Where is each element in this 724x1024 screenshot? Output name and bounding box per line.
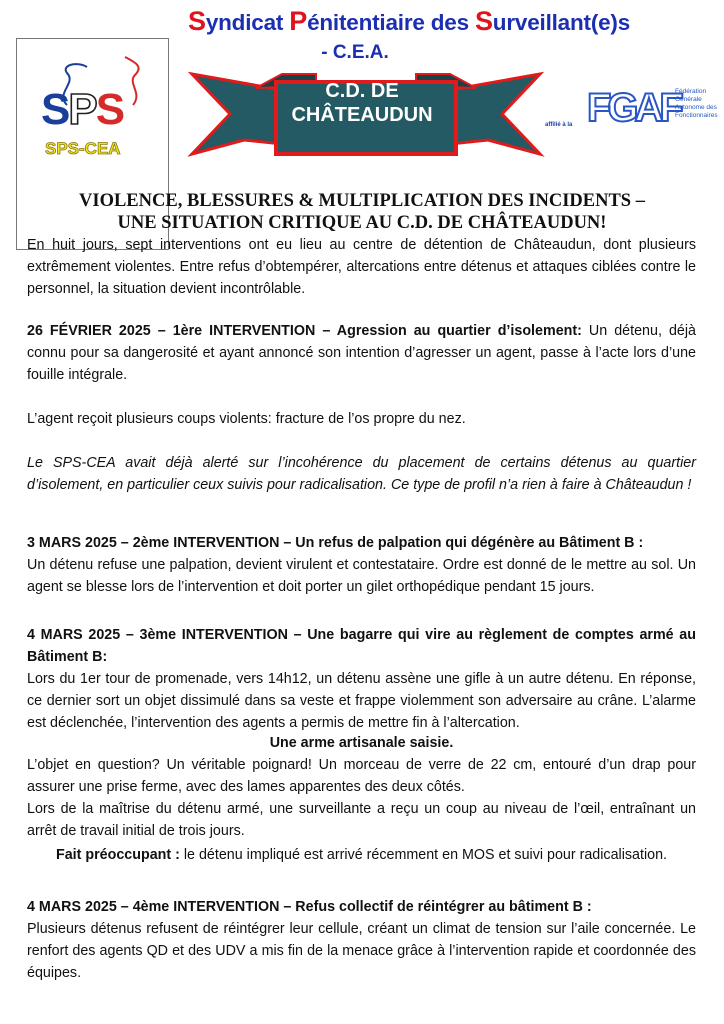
section-2-heading: 3 MARS 2025 – 2ème INTERVENTION – Un refus de palpation qui dégénère au Bâtiment B : bbox=[27, 535, 644, 552]
section-2 bbox=[27, 532, 696, 598]
section-3 bbox=[27, 624, 696, 734]
section-1 bbox=[27, 320, 696, 386]
section-1-heading: 26 FÉVRIER 2025 – 1ère INTERVENTION – Agression au quartier d’isolement: bbox=[27, 323, 582, 340]
establishment-banner: C.D. DE CHÂTEAUDUN bbox=[291, 80, 433, 126]
section-4-heading: 4 MARS 2025 – 4ème INTERVENTION – Refus collectif de réintégrer au bâtiment B : bbox=[27, 899, 592, 916]
section-2-body: Un détenu refuse une palpation, devient virulent et contestataire. Ordre est donné de le mettre au sol. Un agent se blesse lors de l’intervention et doit porter un gilet orthopédique pendant 15 jours. bbox=[27, 557, 696, 596]
article-title: VIOLENCE, BLESSURES & MULTIPLICATION DES INCIDENTS – UNE SITUATION CRITIQUE AU C.D. DE CHÂTEAUDUN! bbox=[79, 191, 645, 233]
section-1-note: Le SPS-CEA avait déjà alerté sur l’incohérence du placement de certains détenus au quartier d’isolement, en particulier ceux suivis pour radicalisation. Ce type de profil n’a rien à faire à Châteaudun ! bbox=[27, 455, 696, 494]
sps-letters: SPS bbox=[41, 85, 124, 134]
section-3-subheading: Une arme artisanale saisie. bbox=[269, 735, 454, 752]
union-name: Syndicat Pénitentiaire des Surveillant(e)s bbox=[188, 6, 631, 36]
fgaf-description: Fédération Générale Autonome des Fonctionnaires bbox=[675, 88, 718, 119]
section-1-body: Un détenu, déjà connu pour sa dangerosité et ayant annoncé son intention d’agresser un agent, passe à l’acte lors d’une fouille intégrale. bbox=[27, 323, 696, 384]
union-suffix: - C.E.A. bbox=[321, 42, 389, 63]
section-4-body: Plusieurs détenus refusent de réintégrer leur cellule, créant un climat de tension sur l’aile concernée. Le renfort des agents QD et des UDV a mis fin de la menace grâce à l’intervention rapide et coordonnée des équipes. bbox=[27, 921, 696, 982]
section-3-concern: Fait préoccupant : le détenu impliqué est arrivé récemment en MOS et suivi pour radicalisation. bbox=[55, 847, 668, 864]
logo-subtitle: SPS-CEA bbox=[45, 139, 121, 158]
intro-paragraph: En huit jours, sept interventions ont eu lieu au centre de détention de Châteaudun, dont plusieurs extrêmement violentes. Entre refus d’obtempérer, altercations entre détenus et attaques ciblées contre le personnel, la situation devient incontrôlable. bbox=[27, 237, 696, 298]
section-3-body: Lors du 1er tour de promenade, vers 14h12, un détenu assène une gifle à un autre détenu. En réponse, ce dernier sort un objet dissimulé dans sa veste et frappe violemment son adversaire au crâne. L’alarme est déclenchée, l’intervention des agents a permis de mettre fin à l’altercation. bbox=[27, 671, 696, 732]
section-4 bbox=[27, 896, 696, 984]
section-1-injury: L’agent reçoit plusieurs coups violents: fracture de l’os propre du nez. bbox=[27, 411, 466, 428]
fgaf-logo: affilié à la FGAF Fédération Générale Autonome des Fonctionnaires bbox=[545, 80, 720, 140]
section-3-heading: 4 MARS 2025 – 3ème INTERVENTION – Une bagarre qui vire au règlement de comptes armé au Bâtiment B: bbox=[27, 627, 696, 666]
section-3-weapon: L’objet en question? Un véritable poignard! Un morceau de verre de 22 cm, entouré d’un drap pour assurer une prise ferme, avec des lames apparentes des deux côtés. Lors de la maîtrise du détenu armé, une surveillante a reçu un coup au niveau de l’œil, entraînant un arrêt de travail initial de trois jours. bbox=[27, 757, 696, 840]
